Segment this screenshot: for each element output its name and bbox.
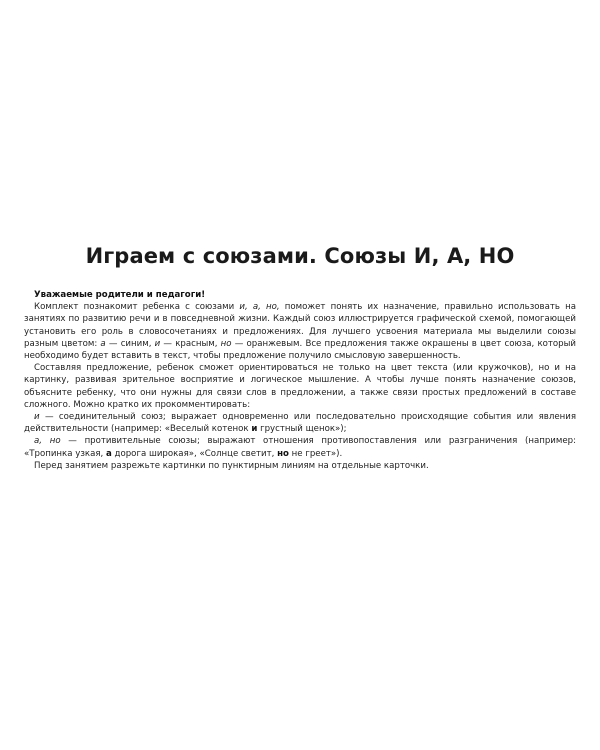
text-fragment: — противительные союзы; выражают отношения противопоставления или разграничения (например: «Тропинка узкая,	[24, 436, 576, 459]
text-fragment: — оранжевым. Все предложения также окрашены в цвет союза, который необходимо будет вставить в текст, чтобы предложение получило смысловую завершенность.	[24, 338, 576, 362]
conjunction-bold: и	[251, 424, 258, 435]
paragraph-conjunction-i	[24, 411, 576, 435]
text-fragment: не греет»).	[288, 448, 343, 459]
text-fragment: дорога широкая», «Солнце светит,	[111, 448, 278, 459]
text-fragment: грустный щенок»);	[257, 424, 347, 435]
conjunction-bold: но	[277, 448, 289, 459]
text-fragment: поможет понять их назначение, правильно использовать на занятиях по развитию речи и в повседневной жизни. Каждый союз иллюстрируется графической схемой, помогающей установить его роль в словосочетаниях и предложениях. Для лучшего усвоения материала мы выделили союзы разным цветом:	[24, 302, 577, 349]
conjunction-italic: а, но	[34, 436, 61, 447]
text-fragment: — синим,	[105, 338, 155, 349]
paragraph-cutting-note: Перед занятием разрежьте картинки по пунктирным линиям на отдельные карточки.	[34, 460, 429, 471]
conjunction-italic: и	[154, 338, 161, 349]
greeting-heading: Уважаемые родители и педагоги!	[34, 290, 206, 300]
paragraph-explanation: Составляя предложение, ребенок сможет ориентироваться не только на цвет текста (или кружочков), но и на картинку, развивая зрительное восприятие и логическое мышление. А чтобы лучше понять назначение союзов, объясните ребенку, что они нужны для связи слов в предложении, а также связи простых предложений в составе сложного. Можно кратко их прокомментировать:	[24, 363, 576, 410]
text-fragment: — соединительный союз; выражает одновременно или последовательно происходящие события или явления действительности (например: «Веселый котенок	[24, 412, 576, 435]
conjunction-bold: а	[105, 448, 112, 459]
conjunction-italic: и	[34, 412, 40, 423]
instructions-text	[24, 289, 576, 472]
paragraph-intro	[24, 301, 576, 362]
paragraph-conjunction-a-no	[24, 435, 576, 459]
page-title: Играем с союзами. Союзы И, А, НО	[85, 244, 515, 268]
conjunction-italic: а	[100, 338, 106, 349]
text-fragment: — красным,	[160, 338, 221, 349]
conjunction-italic: и, а, но,	[239, 302, 280, 313]
text-fragment: Комплект познакомит ребенка с союзами	[34, 302, 240, 313]
conjunction-italic: но	[220, 338, 232, 349]
